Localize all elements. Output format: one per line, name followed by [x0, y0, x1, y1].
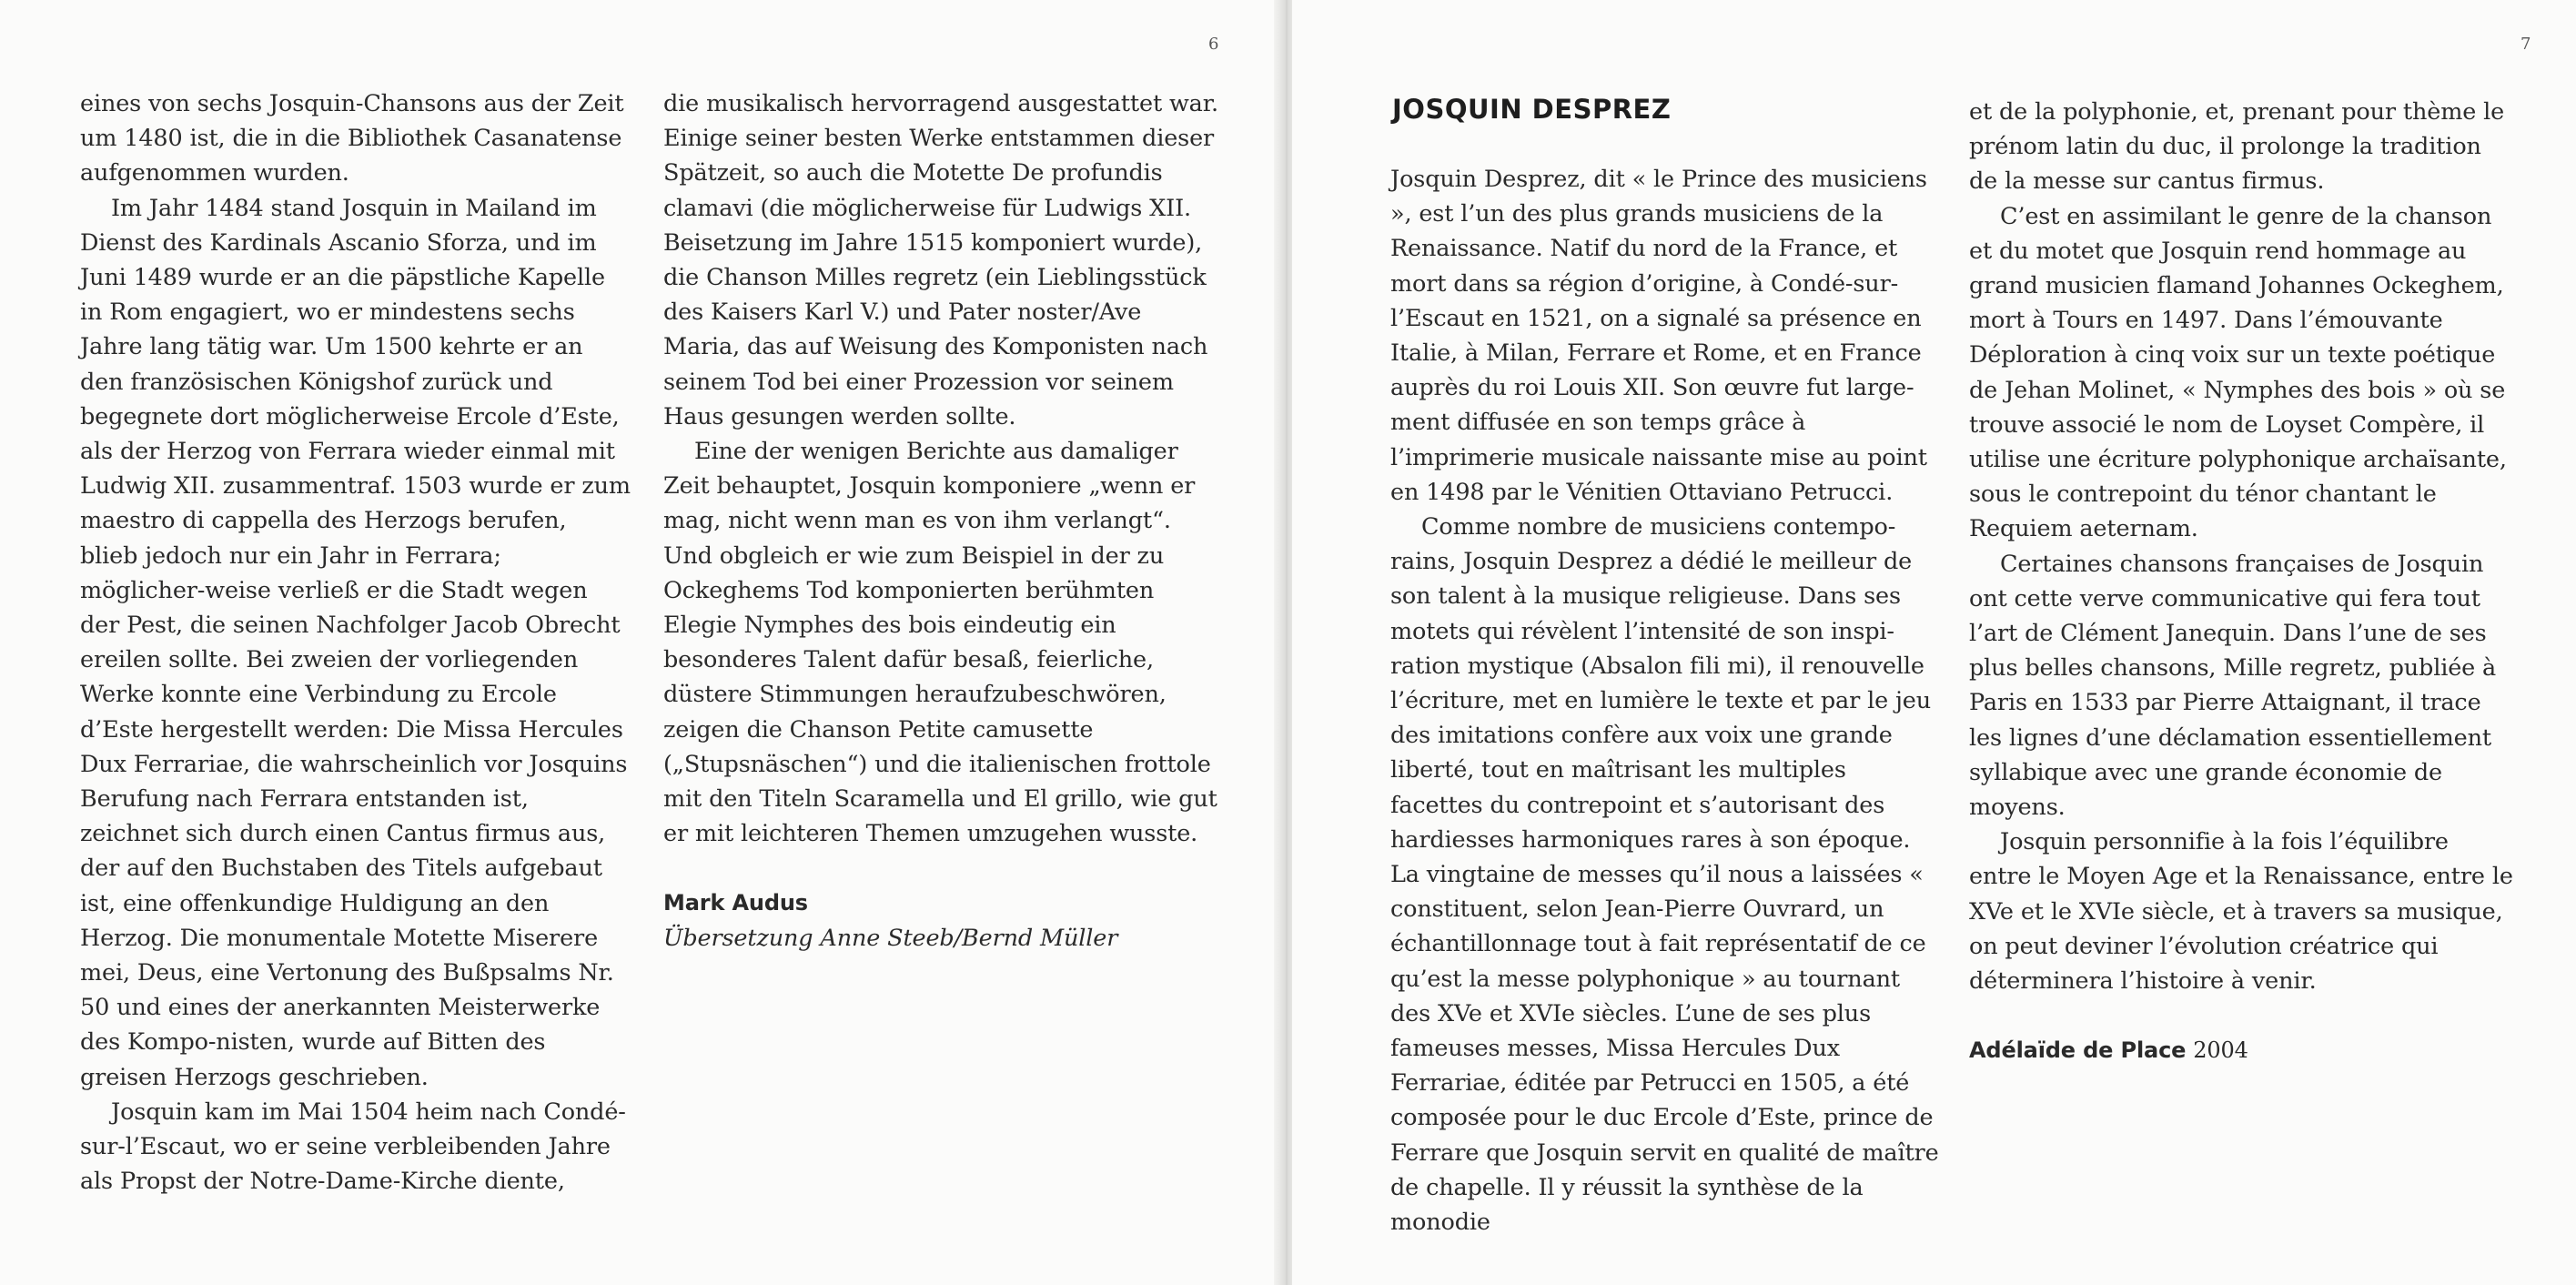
- page-number: 6: [1208, 35, 1219, 54]
- paragraph: et de la polyphonie, et, prenant pour thème le prénom latin du duc, il prolonge la tradition de la messe sur cantus firmus.: [1969, 98, 2505, 196]
- year: 2004: [2193, 1037, 2248, 1064]
- paragraph: Certaines chansons françaises de Josquin ont cette verve communicative qui fera tout l’art de Clément Janequin. Dans l’une de ses plus belles chansons, Mille regretz, publiée à Paris en 1533 par Pierre Attaignant, il trace les lignes d’une déclamation essentiellement syllabique avec une grande économie de moyens.: [1969, 550, 2497, 822]
- right-column-2: [1969, 95, 2515, 1067]
- paragraph: Comme nombre de musiciens contempo-rains, Josquin Desprez a dédié le meilleur de son talent à la musique religieuse. Dans ses motets qui révèlent l’intensité de son inspi-ration mystique (Absalon fili mi), il renouvelle l’écriture, met en lumière le texte et par le jeu des imitations confère aux voix une grande liberté, tout en maîtrisant les multiples facettes du contrepoint et s’autorisant des hardiesses harmoniques rares à son époque. La vingtaine de messes qu’il nous a laissées « constituent, selon Jean-Pierre Ouvrard, un échantillonnage tout à fait représentatif de ce qu’est la messe polyphonique » au tournant des XVe et XVIe siècles. L’une de ses plus fameuses messes, Missa Hercules Dux Ferrariae, éditée par Petrucci en 1505, a été composée pour le duc Ercole d’Este, prince de Ferrare que Josquin servit en qualité de maître de chapelle. Il y réussit la synthèse de la monodie: [1390, 513, 1939, 1237]
- page-number: 7: [2520, 35, 2531, 54]
- paragraph: Josquin Desprez, dit « le Prince des musiciens », est l’un des plus grands musiciens de la Renaissance. Natif du nord de la France, et mort dans sa région d’origine, à Condé-sur-l’Escaut en 1521, on a signalé sa présence en Italie, à Milan, Ferrare et Rome, et en France auprès du roi Louis XII. Son œuvre fut large-ment diffusée en son temps grâce à l’imprimerie musicale naissante mise au point en 1498 par le Vénitien Ottaviano Petrucci.: [1390, 166, 1927, 506]
- paragraph: Josquin personnifie à la fois l’équilibre entre le Moyen Age et la Renaissance, entre le XVe et le XVIe siècle, et à travers sa musique, on peut deviner l’évolution créatrice qui déterminera l’histoire à venir.: [1969, 828, 2513, 996]
- left-page: [0, 0, 1281, 1285]
- author-signature: Adélaïde de Place: [1969, 1037, 2187, 1064]
- paragraph: eines von sechs Josquin-Chansons aus der Zeit um 1480 ist, die in die Bibliothek Casanatense aufgenommen wurden.: [80, 90, 624, 187]
- paragraph: C’est en assimilant le genre de la chanson et du motet que Josquin rend hommage au grand musicien flamand Johannes Ockeghem, mort à Tours en 1497. Dans l’émouvante Déploration à cinq voix sur un texte poétique de Jehan Molinet, « Nymphes des bois » où se trouve associé le nom de Loyset Compère, il utilise une écriture polyphonique archaïsante, sous le contrepoint du ténor chantant le Requiem aeternam.: [1969, 202, 2507, 543]
- right-column-1: [1390, 162, 1945, 1239]
- page-title: JOSQUIN DESPREZ: [1392, 94, 1672, 125]
- paragraph: Josquin kam im Mai 1504 heim nach Condé-sur-l’Escaut, wo er seine verbleibenden Jahre als Propst der Notre-Dame-Kirche diente,: [80, 1098, 626, 1196]
- paragraph: die musikalisch hervorragend ausgestattet war. Einige seiner besten Werke entstammen dieser Spätzeit, so auch die Motette De profundis clamavi (die möglicherweise für Ludwigs XII. Beisetzung im Jahre 1515 komponiert wurde), die Chanson Milles regretz (ein Lieblingsstück des Kaisers Karl V.) und Pater noster/Ave Maria, das auf Weisung des Komponisten nach seinem Tod bei einer Prozession vor seinem Haus gesungen werden sollte.: [663, 90, 1218, 430]
- translation-credit: Übersetzung Anne Steeb/Bernd Müller: [663, 924, 1118, 952]
- left-column-2: [663, 86, 1223, 956]
- author-signature: Mark Audus: [663, 890, 808, 916]
- left-column-1: [80, 86, 631, 1199]
- paragraph: Eine der wenigen Berichte aus damaliger Zeit behauptet, Josquin komponiere „wenn er mag, nicht wenn man es von ihm verlangt“. Und obgleich er wie zum Beispiel in der zu Ockeghems Tod komponierten berühmten Elegie Nymphes des bois eindeutig ein besonderes Talent dafür besaß, feierliche, düstere Stimmungen heraufzubeschwören, zeigen die Chanson Petite camusette („Stupsnäschen“) und die italienischen frottole mit den Titeln Scaramella und El grillo, wie gut er mit leichteren Themen umzugehen wusste.: [663, 438, 1217, 848]
- right-page: [1292, 0, 2576, 1285]
- paragraph: Im Jahr 1484 stand Josquin in Mailand im Dienst des Kardinals Ascanio Sforza, und im Juni 1489 wurde er an die päpstliche Kapelle in Rom engagiert, wo er mindestens sechs Jahre lang tätig war. Um 1500 kehrte er an den französischen Königshof zurück und begegnete dort möglicherweise Ercole d’Este, als der Herzog von Ferrara wieder einmal mit Ludwig XII. zusammentraf. 1503 wurde er zum maestro di cappella des Herzogs berufen, blieb jedoch nur ein Jahr in Ferrara; möglicher-weise verließ er die Stadt wegen der Pest, die seinen Nachfolger Jacob Obrecht ereilen sollte. Bei zweien der vorliegenden Werke konnte eine Verbindung zu Ercole d’Este hergestellt werden: Die Missa Hercules Dux Ferrariae, die wahrscheinlich vor Josquins Berufung nach Ferrara entstanden ist, zeichnet sich durch einen Cantus firmus aus, der auf den Buchstaben des Titels aufgebaut ist, eine offenkundige Huldigung an den Herzog. Die monumentale Motette Miserere mei, Deus, eine Vertonung des Bußpsalms Nr. 50 und eines der anerkannten Meisterwerke des Kompo-nisten, wurde auf Bitten des greisen Herzogs geschrieben.: [80, 194, 631, 1091]
